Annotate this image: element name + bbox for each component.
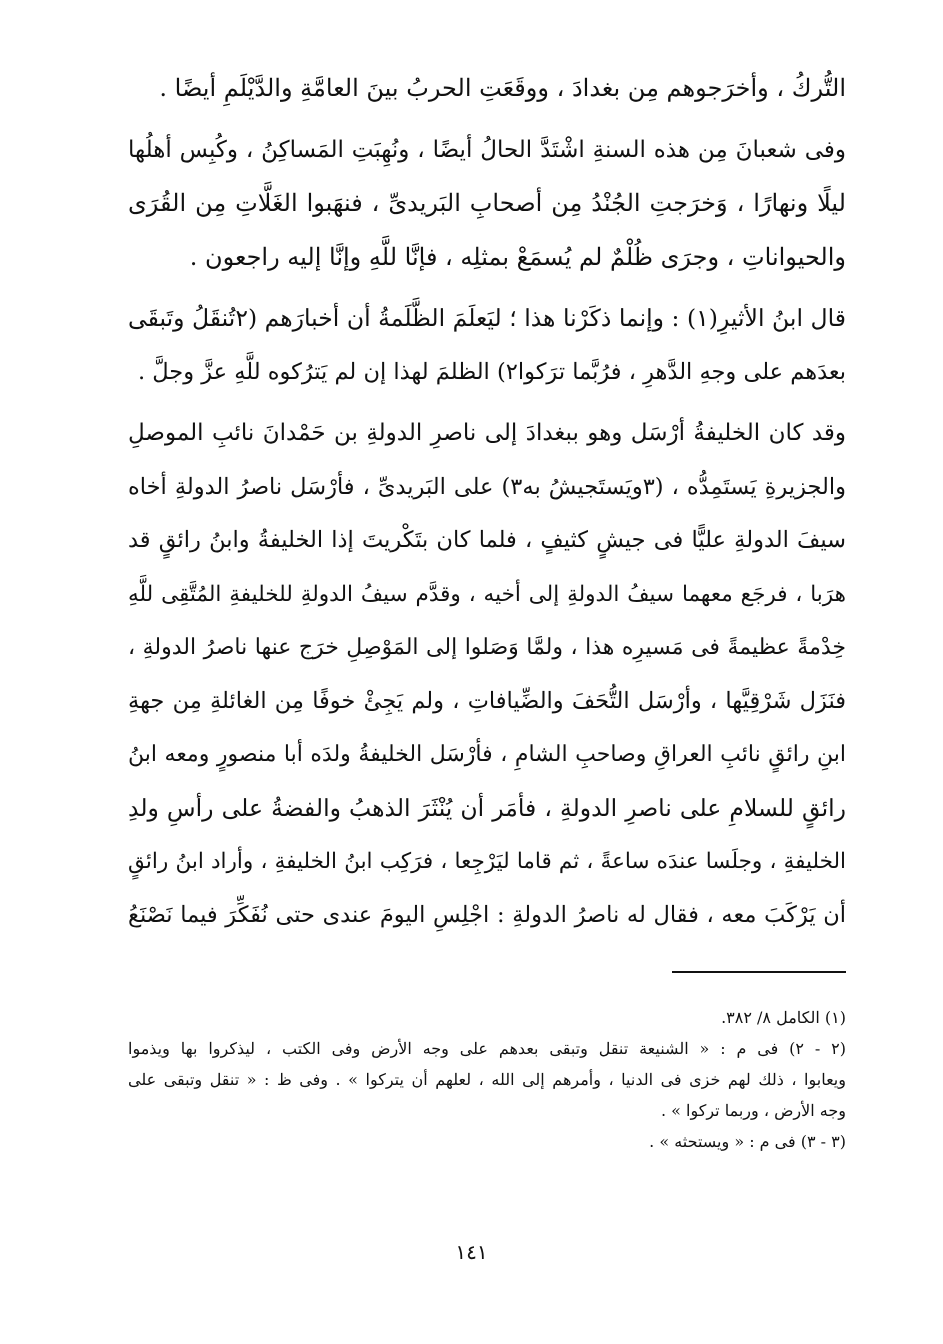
footnotes bbox=[128, 1002, 846, 1157]
footnote-3 bbox=[128, 1126, 846, 1157]
text-line: والحيواناتِ ، وجرَى ظُلْمٌ لم يُسمَعْ بمثلِه ، فإنَّا للَّهِ وإنَّا إليه راجعون . bbox=[189, 242, 846, 271]
text-line: أن يَرْكَبَ معه ، فقال له ناصرُ الدولةِ : اجْلِسِ اليومَ عندى حتى نُفَكِّرَ فيما نَصْنَعُ bbox=[128, 901, 846, 928]
text-line: وقد كان الخليفةُ أرْسَل وهو ببغدادَ إلى ناصرِ الدولةِ بن حَمْدانَ نائبِ الموصلِ bbox=[128, 420, 846, 446]
footnote-line: وجه الأرض ، وربما تركوا » . bbox=[660, 1101, 846, 1120]
text-line: قال ابنُ الأثيرِ(١) : وإنما ذكَرْنا هذا ؛ ليَعلَمَ الظَّلَمةُ أن أخبارَهم (٢تُنقَلُ وتَبقَى bbox=[128, 304, 846, 332]
text-line: ليلًا ونهارًا ، وَخرَجتِ الجُنْدُ مِن أصحابِ البَريدىِّ ، فنهَبوا الغَلَّاتِ مِن القُرَى bbox=[128, 189, 846, 217]
footnote-line: (٢ - ٢) فى م : « الشنيعة تنقل وتبقى بعدهم على وجه الأرض وفى الكتب ، ليذكروا بها ويذموا bbox=[128, 1039, 847, 1058]
footnote-2 bbox=[128, 1033, 846, 1126]
paragraph-4 bbox=[128, 407, 846, 942]
text-line: ابنِ رائقٍ نائبِ العراقِ وصاحبِ الشامِ ، فأرْسَل الخليفةُ ولدَه أبا منصورٍ ومعه ابنُ bbox=[128, 742, 846, 767]
paragraph-gap bbox=[128, 284, 846, 292]
text-line: التُّركُ ، وأخرَجوهم مِن بغدادَ ، ووقَعَتِ الحربُ بينَ العامَّةِ والدَّيْلَمِ أيضًا . bbox=[159, 74, 846, 102]
text-line: هرَبا ، فرجَع معهما سيفُ الدولةِ إلى أخيه ، وقدَّم سيفُ الدولةِ للخليفةِ المُتَّقِى للَّهِ bbox=[128, 581, 846, 607]
text-line: رائقٍ للسلامِ على ناصرِ الدولةِ ، فأمَر أن يُنْثَرَ الذهبُ والفضةُ على رأسِ ولدِ bbox=[128, 793, 846, 822]
footnote-line: ويعابوا ، ذلك لهم خزى فى الدنيا ، وأمرهم إلى الله ، لعلهم أن يتركوا » . وفى ظ : « تنقل وتبقى على bbox=[128, 1070, 846, 1089]
text-line: بعدَهم على وجهِ الدَّهرِ ، فرُبَّما ترَكوا٢) الظلمَ لهذا إن لم يَترُكوه للَّهِ عزَّ وجلَّ . bbox=[137, 358, 846, 385]
page-number: ١٤١ bbox=[455, 1240, 488, 1264]
text-line: وفى شعبانَ مِن هذه السنةِ اشْتَدَّ الحالُ أيضًا ، ونُهِبَتِ المَساكِنُ ، وكُبِس أهلُها bbox=[128, 136, 846, 163]
text-line: سيفَ الدولةِ عليًّا فى جيشٍ كثيفٍ ، فلما كان بتَكْريتَ إذا الخليفةُ وابنُ رائقٍ قد bbox=[128, 527, 846, 553]
footnote-1 bbox=[128, 1002, 846, 1033]
paragraph-gap bbox=[128, 399, 846, 407]
footnote-separator bbox=[672, 971, 846, 973]
text-line: والجزيرةِ يَستَمِدُّه ، (٣ويَستَجيشُ به٣) على البَريدىِّ ، فأرْسَل ناصرُ الدولةِ أخاه bbox=[128, 473, 846, 500]
text-line: فنَزَل شَرْقِيَّها ، وأرْسَل التُّحَفَ والضِّيافاتِ ، ولم يَجِئْ خوفًا مِن الغائلةِ مِن جهةِ bbox=[128, 687, 846, 714]
main-text bbox=[128, 62, 846, 942]
text-line: الخليفةِ ، وجلَسا عندَه ساعةً ، ثم قاما ليَرْجِعا ، فرَكِب ابنُ الخليفةِ ، وأراد ابنُ رائقٍ bbox=[128, 849, 846, 874]
paragraph-2 bbox=[128, 124, 846, 285]
footnote-line: (٣ - ٣) فى م : « ويستحثه » . bbox=[649, 1132, 846, 1151]
paragraph-3 bbox=[128, 292, 846, 399]
paragraph-1 bbox=[128, 62, 846, 116]
footnote-line: (١) الكامل ٨/ ٣٨٢. bbox=[721, 1008, 846, 1027]
paragraph-gap bbox=[128, 116, 846, 124]
text-line: خِدْمةً عظيمةً فى مَسيرِه هذا ، ولمَّا وَصَلوا إلى المَوْصِلِ خرَج عنها ناصرُ الدولةِ ، bbox=[128, 635, 846, 660]
